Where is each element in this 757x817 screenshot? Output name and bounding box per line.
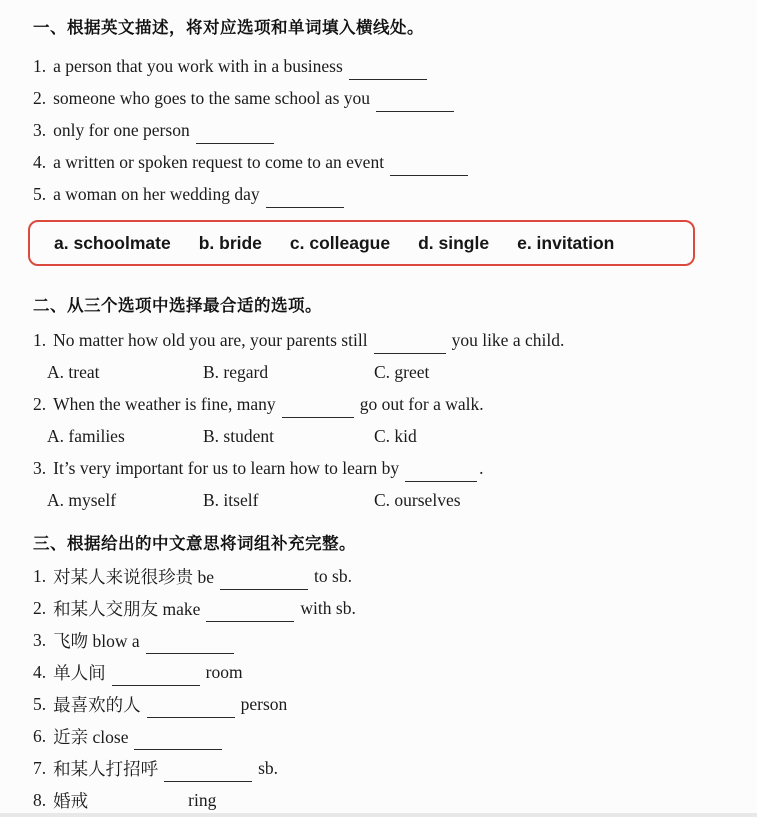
option-b: B. student bbox=[203, 425, 274, 446]
answer-blank bbox=[146, 635, 234, 654]
word-bank-option: c. colleague bbox=[289, 232, 391, 253]
item-number: 7. bbox=[33, 757, 47, 778]
phrase-text-pre: 单人间 bbox=[53, 662, 106, 683]
phrase-text-pre: 近亲 close bbox=[53, 726, 129, 747]
phrase-text-pre: 婚戒 bbox=[53, 790, 89, 811]
phrase-text-post: ring bbox=[188, 789, 217, 810]
item-number: 2. bbox=[33, 393, 47, 414]
answer-blank bbox=[206, 603, 294, 622]
answer-blank bbox=[376, 93, 454, 112]
phrase-text-post: with sb. bbox=[300, 597, 356, 618]
answer-blank bbox=[164, 763, 252, 782]
page-edge-shadow bbox=[0, 813, 757, 817]
phrase-text-pre: 和某人打招呼 bbox=[53, 758, 159, 779]
exercise-item bbox=[33, 82, 737, 114]
question-text-pre: No matter how old you are, your parents still bbox=[53, 329, 368, 350]
item-number: 5. bbox=[33, 693, 47, 714]
option-a: A. myself bbox=[47, 489, 117, 510]
exercise-item bbox=[33, 178, 737, 210]
answer-blank bbox=[266, 189, 344, 208]
phrase-text-post: person bbox=[240, 693, 288, 714]
answer-blank bbox=[220, 571, 308, 590]
phrase-item bbox=[33, 592, 737, 624]
word-bank-option: a. schoolmate bbox=[54, 232, 171, 253]
section3-heading: 三、根据给出的中文意思将词组补充完整。 bbox=[33, 535, 356, 553]
option-c: C. greet bbox=[374, 361, 430, 382]
item-number: 1. bbox=[33, 565, 47, 586]
phrase-item bbox=[33, 656, 737, 688]
question-text-pre: It’s very important for us to learn how to learn by bbox=[53, 457, 400, 478]
word-bank-box bbox=[28, 220, 695, 266]
word-bank-option: e. invitation bbox=[517, 232, 615, 253]
answer-blank bbox=[405, 463, 477, 482]
exercise-item bbox=[33, 114, 737, 146]
options-row bbox=[33, 420, 737, 452]
item-number: 4. bbox=[33, 151, 47, 172]
item-number: 3. bbox=[33, 629, 47, 650]
option-c: C. ourselves bbox=[374, 489, 461, 510]
option-a: A. families bbox=[47, 425, 125, 446]
phrase-item bbox=[33, 688, 737, 720]
item-number: 6. bbox=[33, 725, 47, 746]
item-number: 3. bbox=[33, 119, 47, 140]
item-number: 1. bbox=[33, 55, 47, 76]
answer-blank bbox=[374, 335, 446, 354]
options-row bbox=[33, 356, 737, 388]
phrase-text-post: room bbox=[205, 661, 243, 682]
question-text-post: you like a child. bbox=[451, 329, 565, 350]
item-number: 2. bbox=[33, 87, 47, 108]
phrase-item bbox=[33, 720, 737, 752]
item-text: a written or spoken request to come to an event bbox=[53, 151, 385, 172]
question-row bbox=[33, 388, 737, 420]
answer-blank bbox=[349, 61, 427, 80]
phrase-text-post: to sb. bbox=[314, 565, 352, 586]
item-number: 3. bbox=[33, 457, 47, 478]
option-a: A. treat bbox=[47, 361, 100, 382]
question-row bbox=[33, 324, 737, 356]
exercise-item bbox=[33, 146, 737, 178]
item-number: 8. bbox=[33, 789, 47, 810]
item-text: a woman on her wedding day bbox=[53, 183, 260, 204]
question-text-pre: When the weather is fine, many bbox=[53, 393, 276, 414]
item-text: a person that you work with in a business bbox=[53, 55, 343, 76]
section2-heading: 二、从三个选项中选择最合适的选项。 bbox=[33, 297, 322, 315]
item-number: 2. bbox=[33, 597, 47, 618]
phrase-text-pre: 和某人交朋友 make bbox=[53, 598, 201, 619]
answer-blank bbox=[134, 731, 222, 750]
answer-blank bbox=[196, 125, 274, 144]
word-bank-option: d. single bbox=[418, 232, 490, 253]
answer-blank bbox=[390, 157, 468, 176]
phrase-text-pre: 对某人来说很珍贵 be bbox=[53, 566, 215, 587]
answer-blank bbox=[147, 699, 235, 718]
exercise-item bbox=[33, 50, 737, 82]
item-number: 5. bbox=[33, 183, 47, 204]
phrase-item bbox=[33, 784, 737, 816]
answer-blank bbox=[112, 667, 200, 686]
phrase-text-pre: 最喜欢的人 bbox=[53, 694, 141, 715]
question-text-post: go out for a walk. bbox=[359, 393, 484, 414]
item-text: someone who goes to the same school as you bbox=[53, 87, 371, 108]
option-c: C. kid bbox=[374, 425, 417, 446]
option-b: B. itself bbox=[203, 489, 259, 510]
option-b: B. regard bbox=[203, 361, 269, 382]
section1-heading: 一、根据英文描述，将对应选项和单词填入横线处。 bbox=[33, 19, 424, 37]
phrase-item bbox=[33, 752, 737, 784]
word-bank-option: b. bride bbox=[198, 232, 262, 253]
question-row bbox=[33, 452, 737, 484]
phrase-item bbox=[33, 560, 737, 592]
answer-blank bbox=[282, 399, 354, 418]
item-number: 4. bbox=[33, 661, 47, 682]
phrase-text-post: sb. bbox=[258, 757, 279, 778]
options-row bbox=[33, 484, 737, 516]
item-text: only for one person bbox=[53, 119, 190, 140]
answer-blank bbox=[94, 795, 182, 814]
question-text-post: . bbox=[479, 457, 484, 478]
phrase-item bbox=[33, 624, 737, 656]
phrase-text-pre: 飞吻 blow a bbox=[53, 630, 140, 651]
item-number: 1. bbox=[33, 329, 47, 350]
